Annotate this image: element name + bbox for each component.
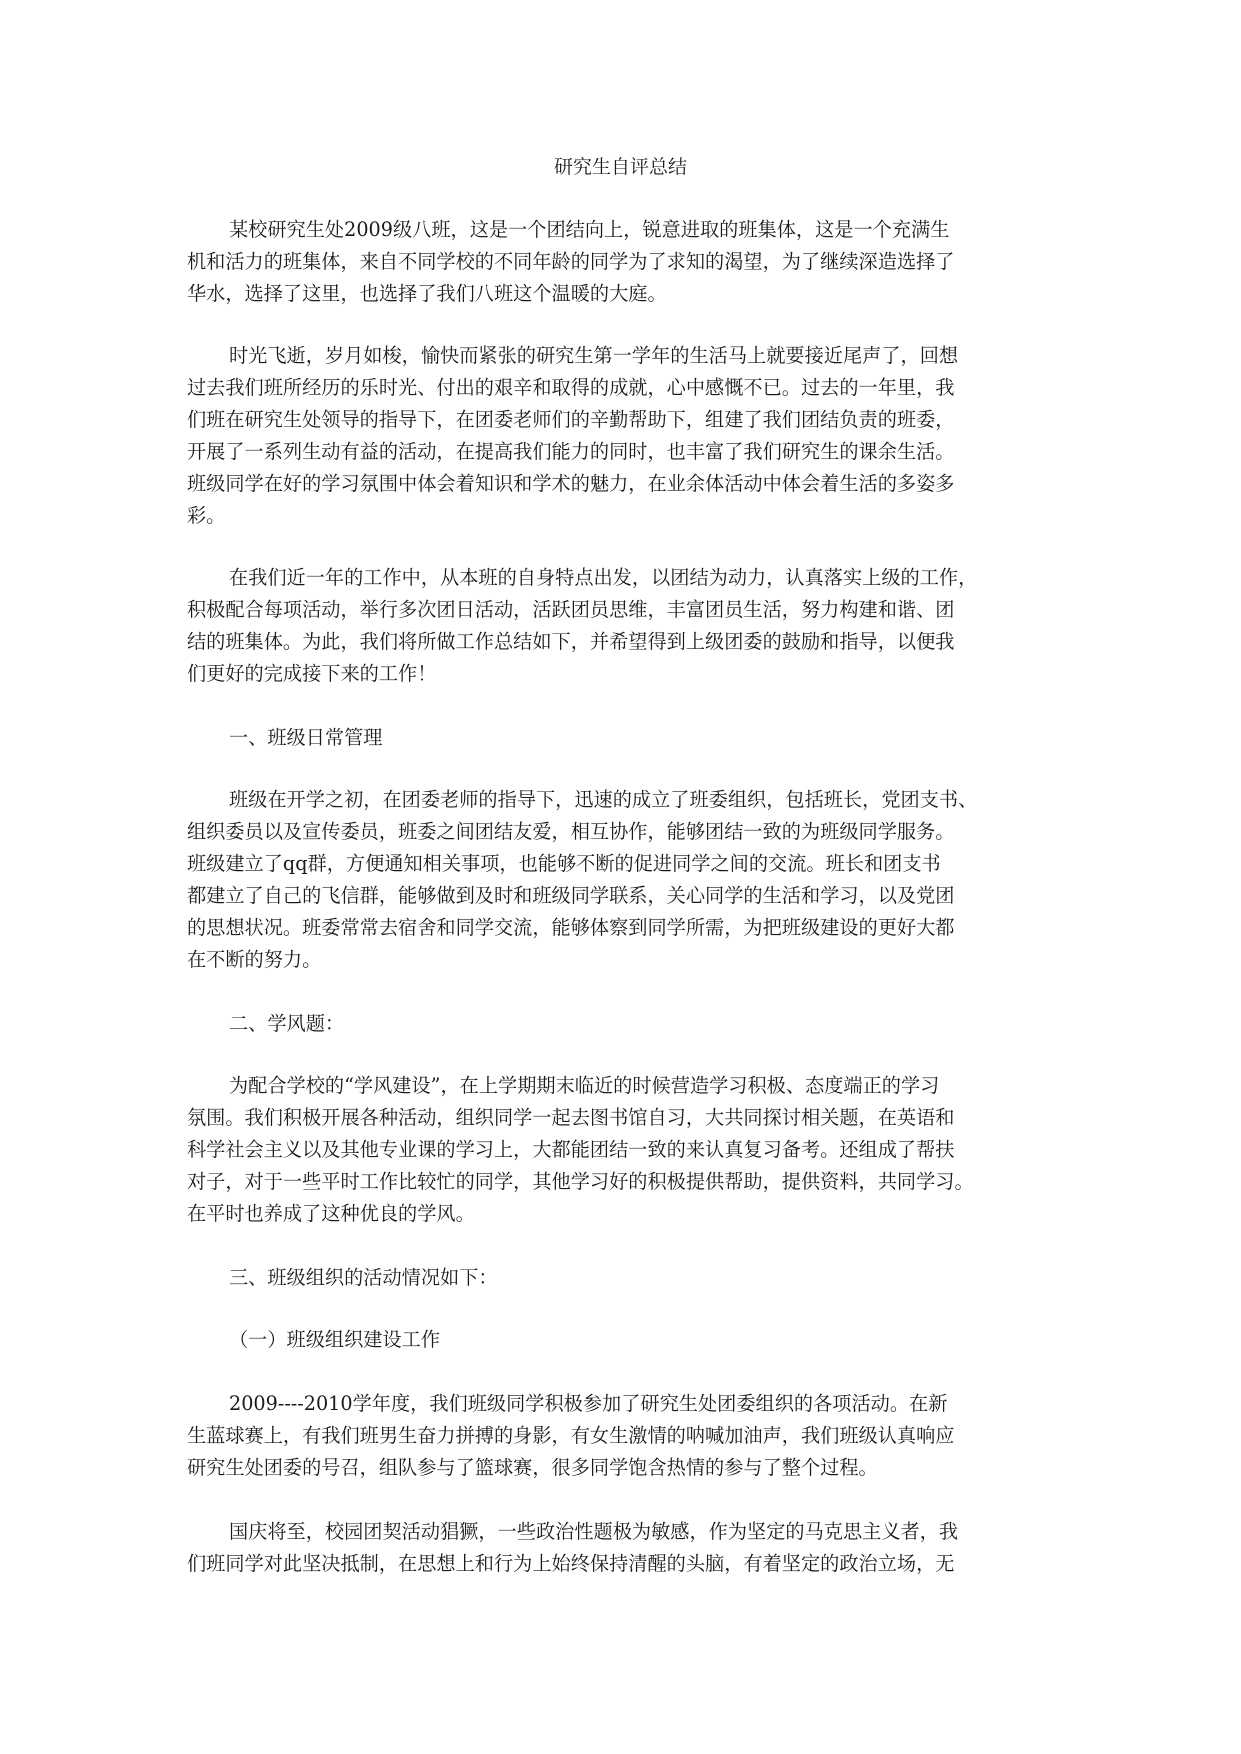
paragraph-line: 们班同学对此坚决抵制，在思想上和行为上始终保持清醒的头脑，有着坚定的政治立场，无 [187,1552,955,1575]
paragraph-line: 在平时也养成了这种优良的学风。 [187,1202,475,1225]
paragraph-line: 班级建立了qq群，方便通知相关事项，也能够不断的促进同学之间的交流。班长和团支书 [187,852,941,875]
paragraph-line: 生蓝球赛上，有我们班男生奋力拼搏的身影，有女生激情的呐喊加油声，我们班级认真响应 [187,1424,955,1447]
paragraph-line: 们更好的完成接下来的工作！ [187,662,437,685]
paragraph-line: 都建立了自己的飞信群，能够做到及时和班级同学联系，关心同学的生活和学习，以及党团 [187,884,955,907]
paragraph-line: 彩。 [187,504,226,527]
paragraph-line: 研究生处团委的号召，组队参与了篮球赛，很多同学饱含热情的参与了整个过程。 [187,1456,878,1479]
paragraph-line: 国庆将至，校园团契活动猖獗，一些政治性题极为敏感，作为坚定的马克思主义者，我 [229,1520,959,1543]
paragraph-line: 开展了一系列生动有益的活动，在提高我们能力的同时，也丰富了我们研究生的课余生活。 [187,440,955,463]
paragraph-line: 为配合学校的“学风建设”，在上学期期末临近的时候营造学习积极、态度端正的学习 [229,1074,940,1097]
paragraph-line: 班级在开学之初，在团委老师的指导下，迅速的成立了班委组织，包括班长，党团支书、 [229,788,978,811]
paragraph-line: 时光飞逝，岁月如梭，愉快而紧张的研究生第一学年的生活马上就要接近尾声了，回想 [229,344,959,367]
document-title: 研究生自评总结 [553,156,687,178]
paragraph-line: 某校研究生处2009级八班，这是一个团结向上，锐意进取的班集体，这是一个充满生 [229,218,950,241]
paragraph-line: 组织委员以及宣传委员，班委之间团结友爱，相互协作，能够团结一致的为班级同学服务。 [187,820,955,843]
paragraph-line: 结的班集体。为此，我们将所做工作总结如下，并希望得到上级团委的鼓励和指导，以便我 [187,630,955,653]
paragraph-line: 对子，对于一些平时工作比较忙的同学，其他学习好的积极提供帮助，提供资料，共同学习。 [187,1170,974,1193]
paragraph-line: 在不断的努力。 [187,948,322,971]
paragraph-line: 们班在研究生处领导的指导下，在团委老师们的辛勤帮助下，组建了我们团结负责的班委， [187,408,955,431]
paragraph-line: 科学社会主义以及其他专业课的学习上，大都能团结一致的来认真复习备考。还组成了帮扶 [187,1138,955,1161]
paragraph-line: 积极配合每项活动，举行多次团日活动，活跃团员思维，丰富团员生活，努力构建和谐、团 [187,598,955,621]
paragraph-line: 机和活力的班集体，来自不同学校的不同年龄的同学为了求知的渴望，为了继续深造选择了 [187,250,955,273]
subsection-heading: （一）班级组织建设工作 [229,1328,441,1351]
paragraph-line: 的思想状况。班委常常去宿舍和同学交流，能够体察到同学所需，为把班级建设的更好大都 [187,916,955,939]
paragraph-line: 班级同学在好的学习氛围中体会着知识和学术的魅力，在业余体活动中体会着生活的多姿多 [187,472,955,495]
paragraph-line: 华水，选择了这里，也选择了我们八班这个温暖的大庭。 [187,282,667,305]
paragraph-line: 2009----2010学年度，我们班级同学积极参加了研究生处团委组织的各项活动。在新 [229,1392,948,1415]
section-heading: 一、班级日常管理 [229,726,383,749]
paragraph-line: 在我们近一年的工作中，从本班的自身特点出发，以团结为动力，认真落实上级的工作， [229,566,978,589]
section-heading: 二、学风题： [229,1012,345,1035]
section-heading: 三、班级组织的活动情况如下： [229,1266,498,1289]
paragraph-line: 氛围。我们积极开展各种活动，组织同学一起去图书馆自习，大共同探讨相关题，在英语和 [187,1106,955,1129]
paragraph-line: 过去我们班所经历的乐时光、付出的艰辛和取得的成就，心中感慨不已。过去的一年里，我 [187,376,955,399]
